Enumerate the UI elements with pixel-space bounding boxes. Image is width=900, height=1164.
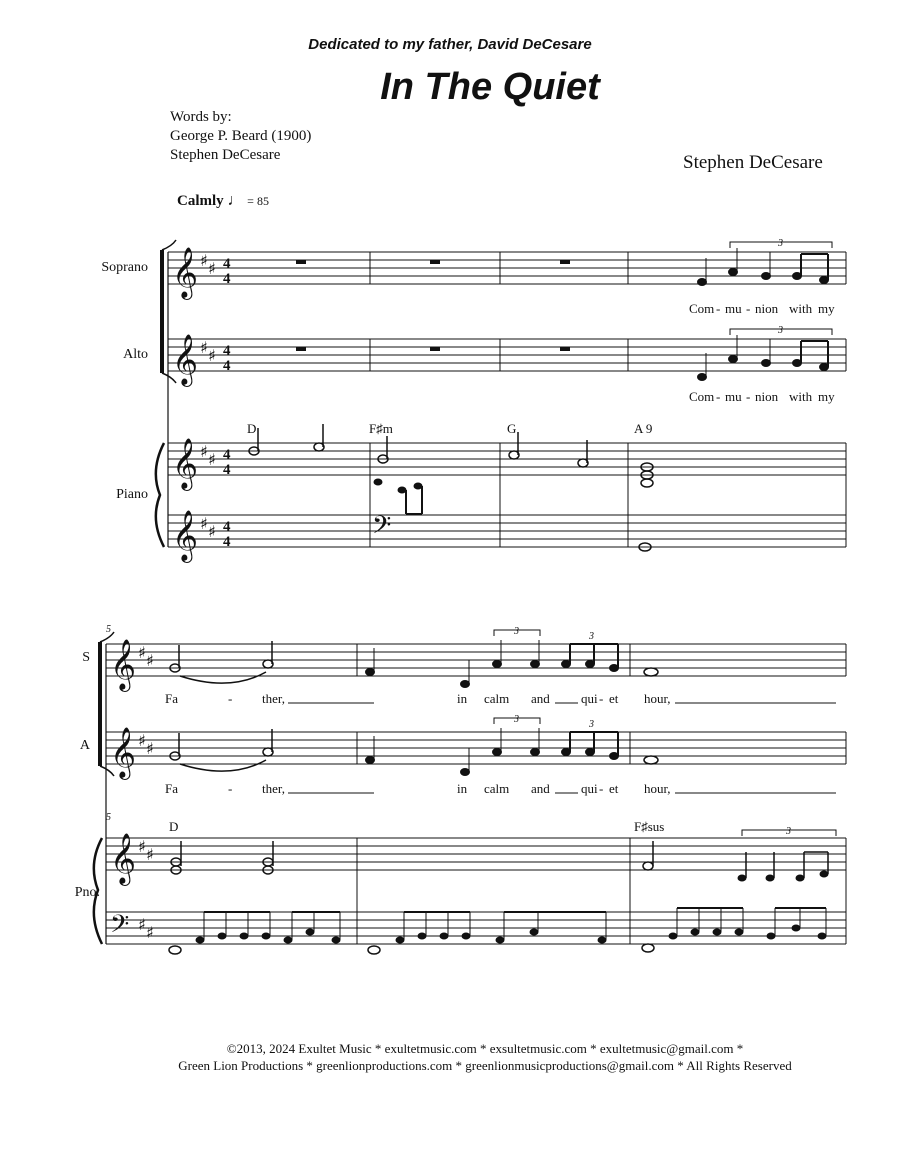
label-alto-short: A	[79, 738, 90, 753]
lyric-hyphen: -	[228, 691, 233, 706]
lyric-syllable: and	[531, 691, 550, 706]
svg-text:♯: ♯	[200, 251, 208, 270]
lyric-syllable: calm	[484, 781, 510, 796]
copyright-footer	[0, 1040, 900, 1074]
lyric-syllable: and	[531, 781, 550, 796]
svg-text:♯: ♯	[146, 923, 154, 942]
label-soprano: Soprano	[101, 260, 148, 275]
svg-text:♯: ♯	[208, 522, 216, 541]
svg-text:♯: ♯	[146, 651, 154, 670]
lyric-syllable: mu	[725, 301, 742, 316]
svg-text:3: 3	[514, 626, 519, 637]
svg-text:♯: ♯	[200, 338, 208, 357]
svg-text:𝄢: 𝄢	[372, 511, 392, 546]
lyric-syllable: Com	[689, 389, 715, 404]
lyric-syllable: my	[818, 389, 835, 404]
dedication: Dedicated to my father, David DeCesare	[308, 36, 592, 53]
lyric-syllable: my	[818, 301, 835, 316]
svg-text:4: 4	[223, 343, 231, 359]
lyric-hyphen: -	[746, 389, 751, 404]
svg-text:𝄞: 𝄞	[172, 247, 199, 298]
lyric-syllable: nion	[755, 301, 779, 316]
svg-text:♯: ♯	[200, 514, 208, 533]
lyric-syllable: et	[609, 781, 619, 796]
lyric-syllable: Fa	[165, 691, 178, 706]
svg-text:♯: ♯	[138, 643, 146, 662]
svg-text:♯: ♯	[200, 442, 208, 461]
svg-text:𝄞: 𝄞	[172, 510, 199, 561]
quarter-note-icon: ♩	[227, 192, 244, 209]
lyric-hyphen: -	[599, 781, 604, 796]
lyric-hyphen: -	[716, 301, 721, 316]
lyric-hyphen: -	[716, 389, 721, 404]
footer-line-2: Green Lion Productions * greenlionproductions.com * greenlionmusicproductions@gmail.com * All Rights Reserved	[178, 1058, 792, 1073]
svg-text:♯: ♯	[146, 739, 154, 758]
svg-text:♯: ♯	[146, 845, 154, 864]
page-title: In The Quiet	[380, 66, 600, 108]
label-soprano-short: S	[82, 650, 90, 665]
svg-text:𝄞: 𝄞	[172, 438, 199, 489]
svg-text:♯: ♯	[208, 450, 216, 469]
svg-text:3: 3	[778, 325, 783, 336]
staff-alto	[168, 339, 846, 371]
lyric-syllable: qui	[581, 691, 598, 706]
svg-text:♯: ♯	[138, 837, 146, 856]
chord-symbol: G	[507, 421, 517, 436]
measure-number: 5	[106, 812, 111, 823]
chord-symbol: F♯sus	[634, 819, 665, 834]
svg-text:4: 4	[223, 462, 231, 478]
lyric-syllable: et	[609, 691, 619, 706]
lyric-syllable: Com	[689, 301, 715, 316]
lyric-hyphen: -	[746, 301, 751, 316]
svg-text:𝄢: 𝄢	[110, 910, 130, 945]
chord-symbol: A 9	[634, 421, 653, 436]
svg-text:3: 3	[514, 714, 519, 725]
lyric-syllable: with	[789, 301, 813, 316]
staff-piano-lh	[168, 515, 846, 547]
lyric-syllable: qui	[581, 781, 598, 796]
measure-number: 5	[106, 624, 111, 635]
svg-text:4: 4	[223, 256, 231, 272]
svg-text:♯: ♯	[138, 731, 146, 750]
svg-text:4: 4	[223, 519, 231, 535]
staff-piano-rh	[168, 443, 846, 475]
lyric-syllable: ther,	[262, 781, 285, 796]
tempo-word: Calmly	[177, 193, 224, 209]
lyric-syllable: hour,	[644, 781, 671, 796]
lyric-syllable: in	[457, 691, 468, 706]
chord-symbol: D	[169, 819, 179, 834]
label-piano-short: Pno.	[74, 885, 100, 900]
lyricist-1: George P. Beard (1900)	[170, 128, 312, 144]
svg-text:3: 3	[589, 631, 594, 642]
lyric-syllable: with	[789, 389, 813, 404]
svg-text:3: 3	[786, 826, 791, 837]
label-alto: Alto	[123, 347, 148, 362]
svg-text:4: 4	[223, 534, 231, 550]
svg-text:♯: ♯	[138, 915, 146, 934]
svg-text:4: 4	[223, 271, 231, 287]
lyric-syllable: hour,	[644, 691, 671, 706]
lyric-hyphen: -	[228, 781, 233, 796]
lyric-syllable: Fa	[165, 781, 178, 796]
composer: Stephen DeCesare	[683, 152, 823, 173]
lyric-hyphen: -	[599, 691, 604, 706]
svg-text:𝄞: 𝄞	[110, 833, 137, 884]
lyric-syllable: ther,	[262, 691, 285, 706]
tempo-value: = 85	[247, 194, 269, 208]
svg-text:4: 4	[223, 447, 231, 463]
footer-line-1: ©2013, 2024 Exultet Music * exultetmusic.com * exsultetmusic.com * exultetmusic@gmail.com *	[226, 1041, 744, 1056]
words-label: Words by:	[170, 109, 232, 125]
chord-symbol: D	[247, 421, 257, 436]
svg-text:♯: ♯	[208, 346, 216, 365]
lyric-syllable: mu	[725, 389, 742, 404]
lyric-syllable: in	[457, 781, 468, 796]
svg-text:𝄞: 𝄞	[172, 334, 199, 385]
label-piano: Piano	[116, 487, 148, 502]
lyricist-2: Stephen DeCesare	[170, 147, 281, 163]
lyric-syllable: calm	[484, 691, 510, 706]
svg-text:3: 3	[589, 719, 594, 730]
svg-text:𝄞: 𝄞	[110, 727, 137, 778]
chord-symbol: F♯m	[369, 421, 393, 436]
svg-text:𝄞: 𝄞	[110, 639, 137, 690]
svg-text:4: 4	[223, 358, 231, 374]
staff-soprano	[168, 252, 846, 284]
svg-text:3: 3	[778, 238, 783, 249]
lyric-syllable: nion	[755, 389, 779, 404]
svg-text:♯: ♯	[208, 259, 216, 278]
